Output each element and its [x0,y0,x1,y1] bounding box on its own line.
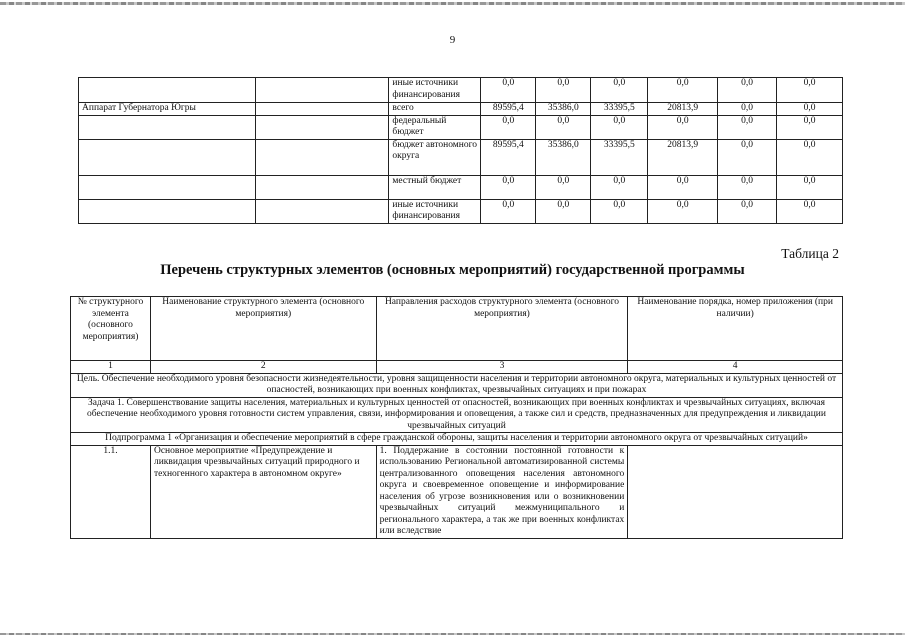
value-cell: 0,0 [591,175,648,199]
table-row [79,139,843,175]
value-cell: 0,0 [536,78,591,103]
structural-elements-table [70,296,843,539]
funding-source-cell: иные источники финансирования [389,199,481,223]
empty-cell [255,199,389,223]
value-cell: 0,0 [777,199,843,223]
header-row [71,297,843,361]
value-cell: 20813,9 [648,139,718,175]
organization-cell: Аппарат Губернатора Югры [79,103,256,116]
column-number-row [71,361,843,374]
value-cell: 0,0 [718,103,777,116]
value-cell: 0,0 [481,175,536,199]
value-cell: 35386,0 [536,103,591,116]
value-cell: 0,0 [718,139,777,175]
value-cell: 0,0 [777,115,843,139]
table-title: Перечень структурных элементов (основных мероприятий) государственной программы [160,262,745,278]
column-number: 1 [71,361,151,374]
value-cell: 0,0 [591,115,648,139]
table-row [79,175,843,199]
element-number: 1.1. [71,445,151,538]
empty-cell [255,103,389,116]
value-cell: 89595,4 [481,103,536,116]
empty-cell [255,139,389,175]
subprogram-text: Подпрограмма 1 «Организация и обеспечение мероприятий в сфере гражданской обороны, защиты населения и территории автономного округа от чрезвычайных ситуаций» [71,433,843,446]
table-label: Таблица 2 [781,246,839,261]
funding-source-cell: местный бюджет [389,175,481,199]
task-text: Задача 1. Совершенствование защиты населения, материальных и культурных ценностей от опасностей, возникающих при военных конфликтах и чрезвычайных ситуациях, включая обеспечение необходимого уровня готовности систем управления, связи, информирования и оповещения, а также сил и средств, предназначенных для предупреждения и ликвидации чрезвычайных ситуаций [71,397,843,433]
value-cell: 35386,0 [536,139,591,175]
header-cell-direction: Направления расходов структурного элемента (основного мероприятия) [376,297,628,361]
goal-row [71,373,843,397]
page-number: 9 [449,34,456,46]
table-row [79,199,843,223]
value-cell: 0,0 [536,199,591,223]
column-number: 3 [376,361,628,374]
value-cell: 0,0 [777,139,843,175]
value-cell: 0,0 [591,78,648,103]
funding-source-cell: федеральный бюджет [389,115,481,139]
organization-cell [79,115,256,139]
value-cell: 89595,4 [481,139,536,175]
value-cell: 0,0 [481,78,536,103]
table-row [71,445,843,538]
value-cell: 0,0 [718,199,777,223]
value-cell: 0,0 [777,103,843,116]
value-cell: 0,0 [718,78,777,103]
value-cell: 33395,5 [591,103,648,116]
value-cell: 0,0 [481,199,536,223]
column-number: 4 [628,361,843,374]
financing-table [78,77,843,224]
funding-source-cell: всего [389,103,481,116]
element-order [628,445,843,538]
value-cell: 0,0 [536,175,591,199]
empty-cell [255,78,389,103]
funding-source-cell: бюджет автономного округа [389,139,481,175]
table-row [79,115,843,139]
value-cell: 20813,9 [648,103,718,116]
header-cell-name: Наименование структурного элемента (основного мероприятия) [150,297,376,361]
organization-cell [79,175,256,199]
value-cell: 0,0 [777,175,843,199]
value-cell: 0,0 [648,199,718,223]
table-row [79,103,843,116]
value-cell: 0,0 [648,175,718,199]
header-cell-number: № структурного элемента (основного мероприятия) [71,297,151,361]
goal-text: Цель. Обеспечение необходимого уровня безопасности жизнедеятельности, уровня защищенности населения и территории автономного округа, материальных и культурных ценностей от опасностей, возникающих при военных конфликтах, чрезвычайных ситуациях и при пожарах [71,373,843,397]
value-cell: 33395,5 [591,139,648,175]
organization-cell [79,78,256,103]
value-cell: 0,0 [536,115,591,139]
value-cell: 0,0 [777,78,843,103]
empty-cell [255,175,389,199]
value-cell: 0,0 [481,115,536,139]
value-cell: 0,0 [591,199,648,223]
funding-source-cell: иные источники финансирования [389,78,481,103]
table-row [79,78,843,103]
empty-cell [255,115,389,139]
scan-edge-bottom [0,633,905,635]
organization-cell [79,139,256,175]
subprogram-row [71,433,843,446]
value-cell: 0,0 [718,175,777,199]
column-number: 2 [150,361,376,374]
value-cell: 0,0 [648,115,718,139]
value-cell: 0,0 [718,115,777,139]
element-direction: 1. Поддержание в состоянии постоянной готовности к использованию Региональной автоматизированной системы централизованного оповещения населения автономного округа и своевременное оповещение и информирование населения об угрозе возникновения или о возникновении чрезвычайных ситуаций межмуниципального и регионального характера, а так же при военных конфликтах или вследствие [376,445,628,538]
scan-edge-top [0,2,905,5]
header-cell-order: Наименование порядка, номер приложения (при наличии) [628,297,843,361]
element-name: Основное мероприятие «Предупреждение и ликвидация чрезвычайных ситуаций природного и техногенного характера в автономном округе» [150,445,376,538]
organization-cell [79,199,256,223]
value-cell: 0,0 [648,78,718,103]
task-row [71,397,843,433]
